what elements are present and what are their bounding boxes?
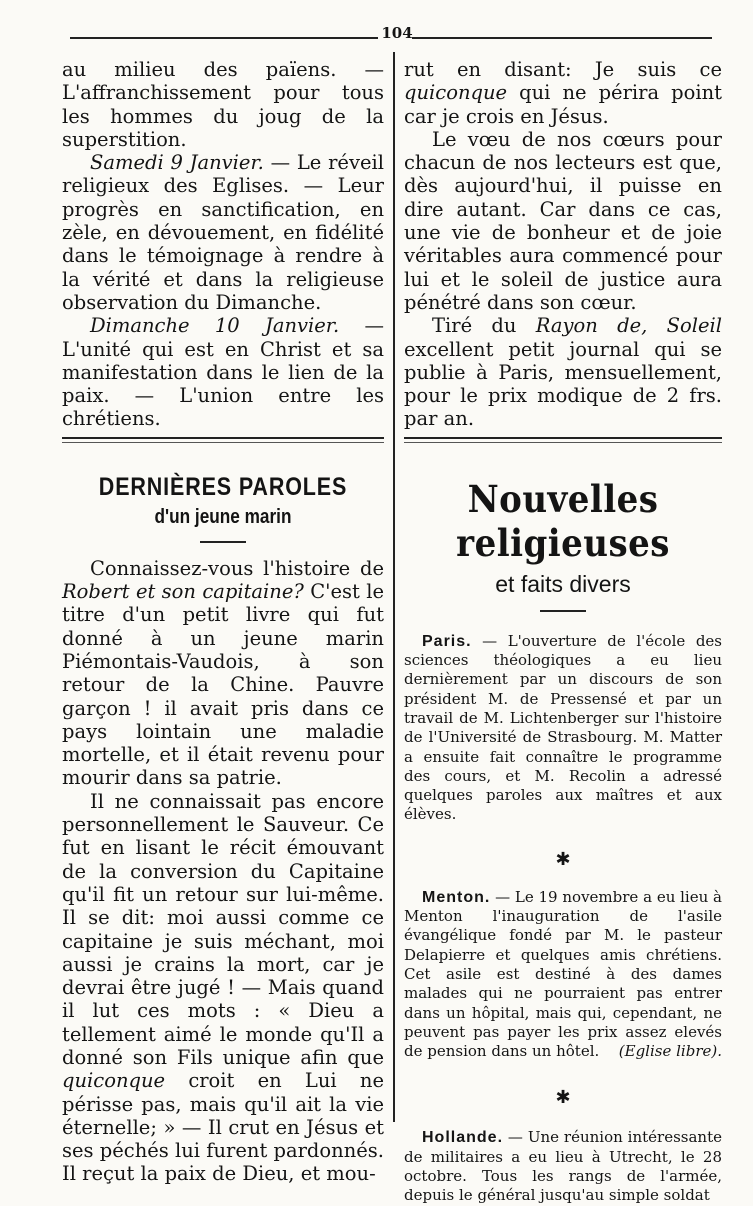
article-paragraph: Il ne connaissait pas encore personnellement le Sauveur. Ce fut en lisant le récit émouvant de la conversion du Capitaine qu'il fit un retour sur lui-même. Il se dit: moi aussi comme ce capitaine je suis méchant, moi aussi je crains la mort, car je devrai être jugé ! — Mais quand il lut ces mots : « Dieu a tellement aimé le monde qu'Il a donné son Fils unique afin que quiconque croit en Lui ne périsse pas, mais qu'il ait la vie éternelle; » — Il crut en Jésus et ses péchés lui furent pardonnés. Il reçut la paix de Dieu, et mou- [62,789,384,1186]
day-entry-saturday [62,151,384,314]
news-item-menton: Menton. — Le 19 novembre a eu lieu à Menton l'inauguration de l'asile évangélique fondé par M. le pasteur Delapierre et quelques amis chrétiens. Cet asile est destiné à des dames malades qui ne pourraient pas entrer dans un hôpital, mais qui, cependant, ne peuvent pas payer les prix assez elevés de pension dans un hôtel. (Eglise libre). [404,887,722,1061]
news-item-hollande: Hollande. — Une réunion intéressante de militaires a eu lieu à Utrecht, le 28 octobre. Tous les rangs de l'armée, depuis le général jusqu'au simple soldat [404,1128,722,1205]
news-place: Hollande. [422,1129,504,1147]
title-dash [540,610,586,612]
section-separator [62,437,384,439]
header-rule-left [70,37,378,39]
title-dash [200,541,246,543]
page-number: 104 [381,24,413,42]
news-source: (Eglise libre). [618,1042,722,1061]
star-separator-icon: ✱ [555,848,571,870]
article-paragraph: Connaissez-vous l'histoire de Robert et son capitaine? C'est le titre d'un petit livre qui fut donné à un jeune marin Piémontais-Vaudois, à son retour de la Chine. Pauvre garçon ! il avait pris dans ce pays lointain une maladie mortelle, et il était revenu pour mourir dans sa patrie. [62,556,384,790]
section-title: Nouvelles religieuses [456,476,670,565]
star-separator-icon: ✱ [555,1087,571,1109]
article-continuation: rut en disant: Je suis ce quiconque qui ne périra point car je crois en Jésus. [404,58,722,128]
day-label: Samedi 9 Janvier. [90,151,264,175]
day-text: — Le réveil religieux des Eglises. — Leur progrès en sanctification, en zèle, en dévouement, en fidélité dans le témoignage à rendre à la vérité et dans la religieuse observation du Dimanche. [62,151,384,314]
news-place: Paris. [422,632,472,650]
column-divider [393,52,395,1122]
day-entry-sunday [62,314,384,430]
news-place: Menton. [422,888,491,906]
news-item-paris: Paris. — L'ouverture de l'école des sciences théologiques a eu lieu dernièrement par un discours de son président M. de Pressensé et par un travail de M. Lichtenberger sur l'histoire de l'Université de Strasbourg. M. Matter a ensuite fait connaître le programme des cours, et M. Recolin a adressé quelques paroles aux maîtres et aux élèves. [404,631,722,824]
intro-paragraph: au milieu des païens. — L'affranchissement pour tous les hommes du joug de la superstition. [62,58,384,151]
day-label: Dimanche 10 Janvier. [90,314,340,338]
header-rule-right [412,37,712,39]
section-separator [404,437,722,439]
day-text: — L'unité qui est en Christ et sa manifestation dans le lien de la paix. — L'union entre les chrétiens. [62,314,385,431]
section-separator-thin [62,442,384,443]
article-subtitle: d'un jeune marin [154,505,292,528]
article-title: DERNIÈRES PAROLES [98,472,348,501]
left-column [62,58,384,1186]
wish-paragraph: Le vœu de nos cœurs pour chacun de nos lecteurs est que, dès aujourd'hui, il puisse en dire autant. Car dans ce cas, une vie de bonheur et de joie véritables aura commencé pour lui et le soleil de justice aura pénétré dans son cœur. [404,127,722,314]
section-subtitle: et faits divers [495,570,631,597]
section-separator-thin [404,442,722,443]
right-column [404,58,722,1206]
source-paragraph: Tiré du Rayon de, Soleil excellent petit journal qui se publie à Paris, mensuellement, pour le prix modique de 2 frs. par an. [404,314,722,431]
